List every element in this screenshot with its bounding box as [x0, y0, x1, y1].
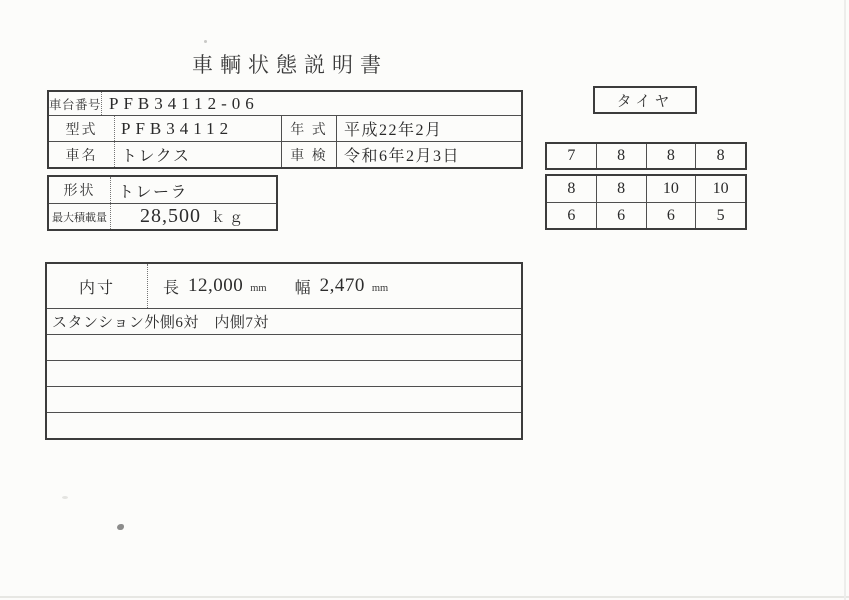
- table-row: [49, 92, 521, 115]
- shape-value: トレーラ: [118, 183, 189, 201]
- scan-dot-artifact: [204, 40, 207, 43]
- inner-dimensions-label: 内寸: [47, 264, 148, 308]
- tire-tread-table-lower: [545, 174, 747, 230]
- tire-value: 10: [712, 180, 729, 197]
- tire-value: 6: [647, 203, 697, 228]
- scan-speck-artifact: [117, 524, 124, 530]
- tire-value: 7: [547, 144, 597, 168]
- model-label: 型式: [49, 116, 115, 141]
- length-label: 長: [163, 279, 181, 297]
- scan-edge-right: [844, 0, 846, 600]
- tire-value: 8: [716, 147, 725, 164]
- empty-cell: [47, 387, 521, 412]
- vehicle-info-table: [47, 90, 523, 169]
- tire-value: 5: [716, 206, 725, 224]
- empty-cell: [47, 413, 521, 438]
- dimensions-table: [45, 262, 523, 440]
- inner-dimensions-value: [148, 264, 521, 308]
- empty-cell: [47, 361, 521, 386]
- table-row: [547, 144, 745, 168]
- vehicle-name-value: トレクス: [115, 142, 282, 167]
- scan-edge-bottom: [0, 596, 849, 598]
- chassis-number-label: 車台番号: [49, 92, 102, 115]
- year-label: 年 式: [282, 116, 337, 141]
- stanchion-note: スタンション外側6対 内側7対: [52, 315, 269, 331]
- payload-number: 28,500: [140, 205, 201, 227]
- table-row: [49, 203, 276, 229]
- chassis-number-value: PFB34112-06: [109, 93, 259, 113]
- tire-tread-table-upper: [545, 142, 747, 170]
- tire-value: 8: [597, 144, 647, 168]
- table-row: [47, 308, 521, 334]
- table-row: [49, 177, 276, 203]
- tire-value: 8: [547, 176, 597, 202]
- empty-row: [47, 334, 521, 360]
- inspection-value: 令和6年2月3日: [344, 148, 461, 165]
- spec-table: [47, 175, 278, 231]
- model-value: PFB34112: [115, 116, 282, 141]
- table-row: [547, 202, 745, 228]
- table-row: [49, 115, 521, 141]
- width-label: 幅: [294, 279, 312, 297]
- year-value: 平成22年2月: [344, 122, 443, 139]
- empty-row: [47, 360, 521, 386]
- payload-unit: ｋｇ: [211, 210, 247, 226]
- table-row: [49, 141, 521, 167]
- empty-row: [47, 412, 521, 438]
- tire-section-header: タイヤ: [593, 86, 697, 114]
- max-payload-value: [111, 204, 276, 229]
- tire-value: 10: [647, 176, 697, 202]
- tire-value: 6: [547, 203, 597, 228]
- tire-value: 8: [597, 176, 647, 202]
- empty-cell: [47, 335, 521, 360]
- max-payload-label: 最大積載量: [49, 204, 111, 229]
- length-value: 12,000: [188, 275, 244, 296]
- table-row: [547, 176, 745, 202]
- scan-dot-artifact: [62, 496, 68, 499]
- document-title: 車輌状態説明書: [192, 53, 388, 77]
- inspection-label: 車 検: [282, 142, 337, 167]
- length-unit: mm: [250, 282, 267, 294]
- width-unit: mm: [371, 282, 389, 294]
- width-value: 2,470: [319, 275, 365, 296]
- table-row: [47, 264, 521, 308]
- empty-row: [47, 386, 521, 412]
- vehicle-name-label: 車名: [49, 142, 115, 167]
- tire-value: 8: [647, 144, 697, 168]
- shape-label: 形状: [49, 177, 111, 203]
- tire-value: 6: [597, 203, 647, 228]
